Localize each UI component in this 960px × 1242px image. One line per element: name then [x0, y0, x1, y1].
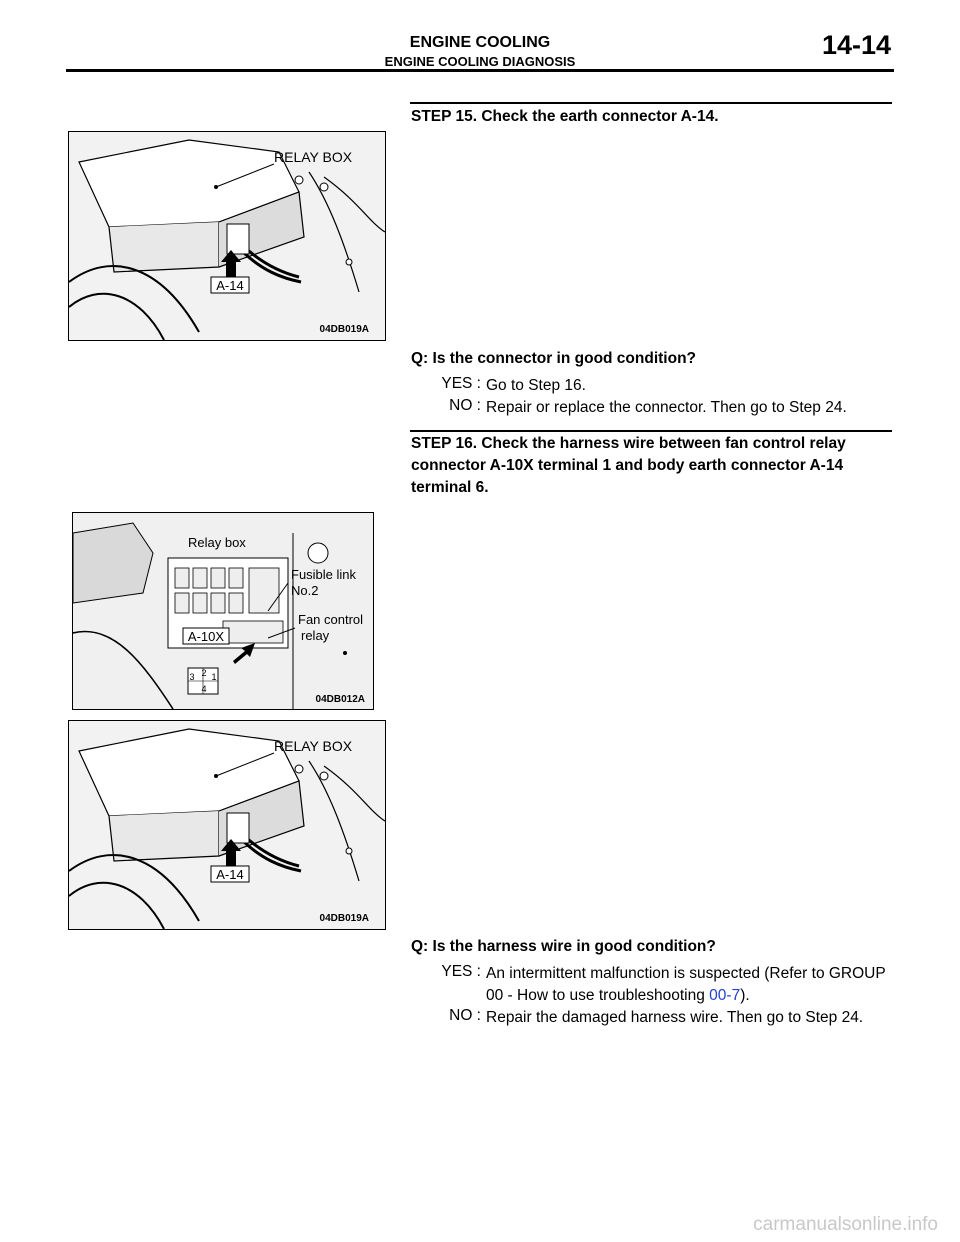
- fig2-pin-4: 4: [201, 684, 207, 694]
- fig2-fan-relay-label-line2: relay: [301, 628, 330, 643]
- fig2-pin-1: 1: [211, 672, 217, 682]
- step16-yes-text-end: ).: [740, 987, 750, 1004]
- fig2-pin-3: 3: [189, 672, 195, 682]
- fig3-code: 04DB019A: [319, 913, 369, 924]
- figure-relay-box-a14: [68, 131, 386, 341]
- step15-no-text: Repair or replace the connector. Then go to Step 24.: [486, 399, 847, 416]
- figure-relay-box-a14-repeat: [68, 720, 386, 930]
- fig2-fusible-link-label-line1: Fusible link: [291, 567, 357, 582]
- section-title: ENGINE COOLING: [409, 34, 551, 51]
- step16-yes-text-main: An intermittent malfunction is suspected (Refer to GROUP 00 - How to use troubleshooting: [486, 965, 886, 1004]
- step16-rule: [410, 430, 892, 432]
- step16-yes-text: [486, 963, 896, 1007]
- troubleshooting-link[interactable]: 00-7: [709, 987, 741, 1004]
- step16-question: Q: Is the harness wire in good condition?: [411, 938, 716, 955]
- fig2-connector-label: A-10X: [187, 629, 225, 644]
- step15-heading: STEP 15. Check the earth connector A-14.: [411, 108, 719, 125]
- section-subtitle: ENGINE COOLING DIAGNOSIS: [384, 54, 576, 69]
- fig2-code: 04DB012A: [315, 694, 365, 705]
- step15-rule: [410, 102, 892, 104]
- step15-no-label: NO :: [449, 397, 481, 414]
- page-number: 14-14: [822, 30, 892, 60]
- step16-heading: STEP 16. Check the harness wire between fan control relay connector A-10X terminal 1 and body earth connector A-14 terminal 6.: [411, 435, 846, 496]
- step15-yes-label: YES :: [441, 375, 481, 392]
- figure-fan-control-relay-a10x: [72, 512, 374, 710]
- fig2-pin-2: 2: [201, 668, 207, 678]
- step15-question: Q: Is the connector in good condition?: [411, 350, 697, 367]
- fig1-relay-box-label: RELAY BOX: [274, 149, 353, 165]
- fig2-relay-box-label: Relay box: [188, 535, 246, 550]
- step16-yes-label: YES :: [441, 963, 481, 980]
- fig1-connector-label: A-14: [216, 278, 244, 293]
- fig3-relay-box-label: RELAY BOX: [274, 738, 353, 754]
- fig2-fan-relay-label-line1: Fan control: [298, 612, 364, 627]
- step15-yes-text: Go to Step 16.: [486, 377, 586, 394]
- step16-no-label: NO :: [449, 1007, 481, 1024]
- fig1-code: 04DB019A: [319, 324, 369, 335]
- header-rule: [66, 69, 894, 72]
- fig2-fusible-link-label-line2: No.2: [291, 583, 319, 598]
- watermark: carmanualsonline.info: [753, 1214, 938, 1235]
- fig3-connector-label: A-14: [216, 867, 244, 882]
- step16-no-text: Repair the damaged harness wire. Then go to Step 24.: [486, 1009, 864, 1026]
